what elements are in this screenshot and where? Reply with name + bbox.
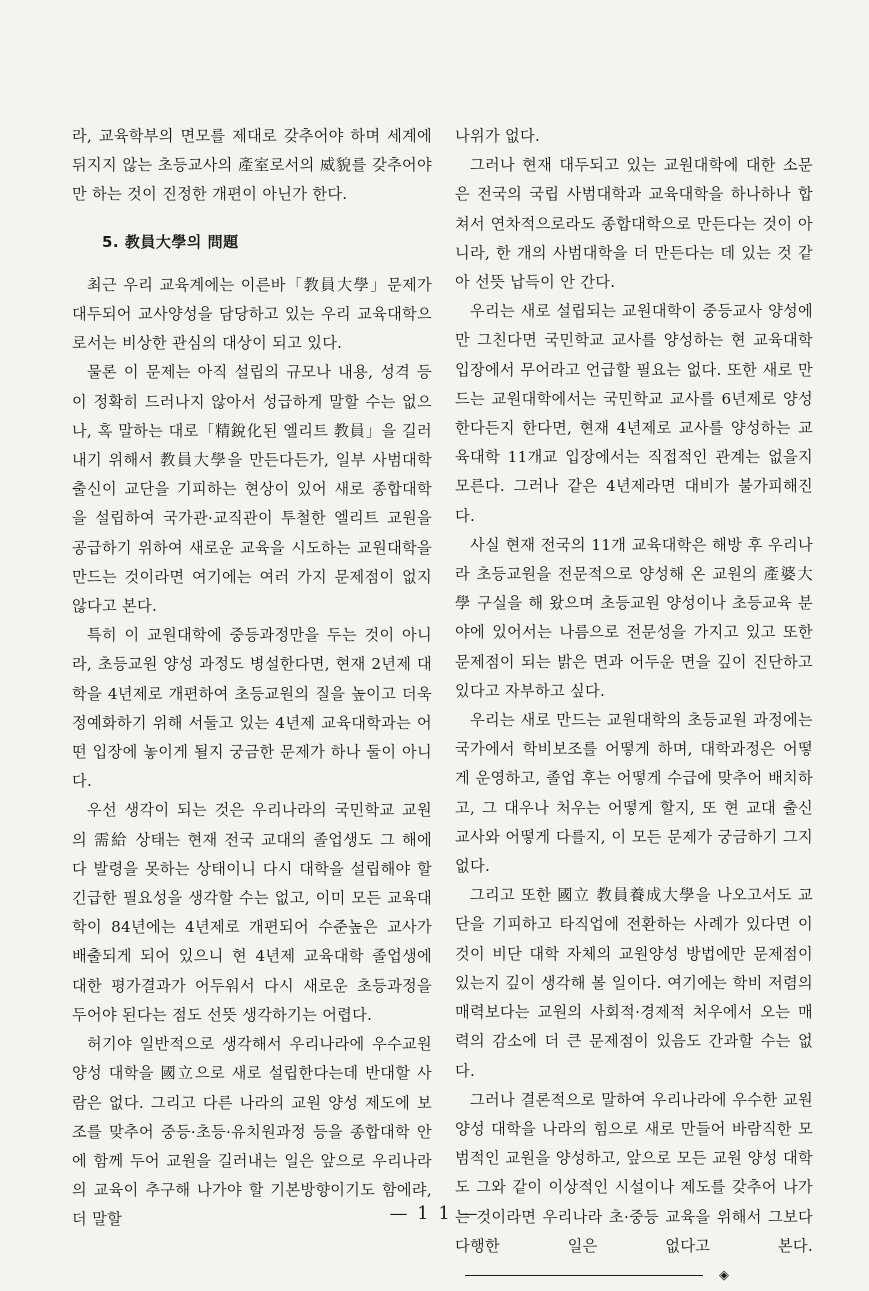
paragraph: 그러나 현재 대두되고 있는 교원대학에 대한 소문은 전국의 국립 사범대학과 교육대학을 하나하나 합쳐서 연차적으로라도 종합대학으로 만든다는 것이 아니라, 한 개의 사범대학을 더 만든다는 데 있는 것 같아 선뜻 납득이 안 간다. bbox=[455, 156, 813, 292]
section-heading: 5. 教員大學의 問題 bbox=[102, 232, 239, 251]
diamond-end-icon: ◈ bbox=[719, 1268, 730, 1284]
paragraph: 특히 이 교원대학에 중등과정만을 두는 것이 아니라, 초등교원 양성 과정도 병설한다면, 현재 2년제 대학을 4년제로 개편하여 초등교원의 질을 높이고 더욱 정예화하기 위해 서둘고 있는 4년제 교육대학과는 어떤 입장에 놓이게 될지 궁금한 문제가 하나 둘이 아니다. bbox=[72, 626, 432, 791]
paragraph: 우리는 새로 설립되는 교원대학이 중등교사 양성에만 그친다면 국민학교 교사를 양성하는 현 교육대학 입장에서 무어라고 언급할 필요는 없다. 또한 새로 만드는 교원대학에서는 국민학교 교사를 6년제로 양성한다든지 한다면, 현재 4년제로 교사를 양성하는 교육대학 11개교 입장에서는 직접적인 관계는 없을지 모른다. 그러나 같은 4년제라면 대비가 불가피해진다. bbox=[455, 302, 813, 525]
closing-paragraph bbox=[455, 1086, 813, 1291]
paragraph: 우리는 새로 만드는 교원대학의 초등교원 과정에는 국가에서 학비보조를 어떻게 하며, 대학과정은 어떻게 운영하고, 졸업 후는 어떻게 수급에 맞추어 배치하고, 그 대우나 처우는 어떻게 할지, 또 현 교대 출신 교사와 어떻게 다를지, 이 모든 문제가 궁금하기 그지없다. bbox=[455, 711, 813, 876]
left-column bbox=[72, 122, 432, 1235]
paragraph: 물론 이 문제는 아직 설립의 규모나 내용, 성격 등이 정확히 드러나지 않아서 성급하게 말할 수는 없으나, 혹 말하는 대로「精銳化된 엘리트 教員」을 길러내기 위해서 教員大學을 만든다든가, 일부 사범대학 출신이 교단을 기피하는 현상이 있어 새로 종합대학을 설립하여 국가관·교직관이 투철한 엘리트 교원을 공급하기 위하여 새로운 교육을 시도하는 교원대학을 만드는 것이라면 여기에는 여러 가지 문제점이 없지 않다고 본다. bbox=[72, 363, 432, 616]
paragraph: 우선 생각이 되는 것은 우리나라의 국민학교 교원의 需給 상태는 현재 전국 교대의 졸업생도 그 해에 다 발령을 못하는 상태이니 다시 대학을 설립해야 할 긴급한 필요성을 생각할 수는 없고, 이미 모든 교육대학이 84년에는 4년제로 개편되어 수준높은 교사가 배출되게 되어 있으니 현 4년제 교육대학 졸업생에 대한 평가결과가 어두워서 다시 새로운 초등과정을 두어야 된다는 점도 선뜻 생각하기는 어렵다. bbox=[72, 801, 432, 1024]
end-rule bbox=[465, 1275, 703, 1276]
right-column bbox=[455, 122, 813, 1291]
paragraph: 나위가 없다. bbox=[455, 127, 541, 145]
paragraph: 허기야 일반적으로 생각해서 우리나라에 우수교원 양성 대학을 國立으로 새로 설립한다는데 반대할 사람은 없다. 그리고 다른 나라의 교원 양성 제도에 보조를 맞추어 중등·초등·유치원과정 등을 종합대학 안에 함께 두어 교원을 길러내는 일은 앞으로 우리나라의 교육이 추구해 나가야 할 기본방향이기도 함에랴, 더 말할 bbox=[72, 1035, 432, 1229]
paragraph: 그리고 또한 國立 教員養成大學을 나오고서도 교단을 기피하고 타직업에 전환하는 사례가 있다면 이것이 비단 대학 자체의 교원양성 방법에만 문제점이 있는지 깊이 생각해 볼 일이다. 여기에는 학비 저렴의 매력보다는 교원의 사회적·경제적 처우에서 오는 매력의 감소에 더 큰 문제점이 있음도 간과할 수는 없다. bbox=[455, 886, 813, 1080]
paragraph: 라, 교육학부의 면모를 제대로 갖추어야 하며 세계에 뒤지지 않는 초등교사의 產室로서의 威貌를 갖추어야만 하는 것이 진정한 개편이 아닌가 한다. bbox=[72, 127, 432, 204]
paragraph: 최근 우리 교육계에는 이른바「教員大學」문제가 대두되어 교사양성을 담당하고 있는 우리 교육대학으로서는 비상한 관심의 대상이 되고 있다. bbox=[72, 275, 432, 353]
closing-text: 그러나 결론적으로 말하여 우리나라에 우수한 교원 양성 대학을 나라의 힘으로 새로 만들어 바람직한 모범적인 교원을 양성하고, 앞으로 모든 교원 양성 대학도 그와 같이 이상적인 시설이나 제도를 갖추어 나가는 것이라면 우리나라 초·중등 교육을 위해서 그보다 다행한 일은 없다고 본다. bbox=[455, 1090, 813, 1255]
paragraph: 사실 현재 전국의 11개 교육대학은 해방 후 우리나라 초등교원을 전문적으로 양성해 온 교원의 產婆大學 구실을 해 왔으며 초등교원 양성이나 초등교육 분야에 있어서는 나름으로 전문성을 가지고 있고 또한 문제점이 되는 밝은 면과 어두운 면을 깊이 진단하고 있다고 자부하고 싶다. bbox=[455, 535, 813, 700]
page-number: — 1 1 — bbox=[389, 1203, 480, 1224]
